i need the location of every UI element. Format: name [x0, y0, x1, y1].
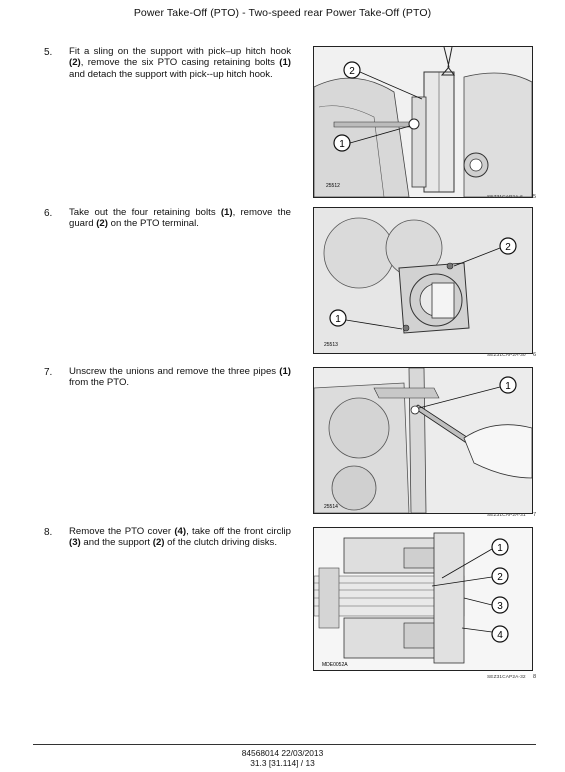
step-7-callout-1: 1: [505, 381, 511, 392]
step-5-text-part: and detach the support with pick--up hitch hook.: [69, 68, 273, 80]
step-8-text-part: of the clutch driving disks.: [164, 537, 277, 549]
step-8-image-label: MDE0052A: [322, 662, 348, 668]
step-6-number: 6.: [44, 208, 53, 219]
step-7-image-label: 25514: [324, 504, 338, 510]
step-5-callout-2: 2: [349, 66, 355, 77]
step-5-text: [69, 46, 291, 80]
step-8-text-part: and the support: [80, 537, 153, 549]
step-6-callout-2: 2: [505, 242, 511, 253]
step-5-callout-1: 1: [339, 139, 345, 150]
step-5-text-part: , remove the six PTO casing retaining bolts: [80, 57, 280, 69]
step-8-figure-number: 8: [533, 674, 537, 680]
step-6-figure-number: 6: [533, 352, 537, 358]
step-6-text: [69, 207, 291, 230]
step-7-figure-ref: SEZ31CAP2A-31: [487, 513, 526, 518]
step-8-text-part: Remove the PTO cover: [69, 526, 175, 537]
step-6-figure: [313, 207, 533, 354]
step-8-callout-4: 4: [497, 630, 503, 641]
step-5-number: 5.: [44, 47, 53, 58]
step-7-ref-1: (1): [279, 366, 291, 377]
step-6-figure-ref: SEZ31CAP2A-30: [487, 353, 526, 358]
step-8-illustration: [314, 528, 532, 670]
step-5-text-part: Fit a sling on the support with pick–up hitch hook: [69, 46, 291, 57]
step-7-illustration: [314, 368, 532, 513]
step-5-ref-1: (1): [279, 57, 291, 69]
step-5-image-label: 25512: [326, 183, 340, 189]
step-7-text: [69, 366, 291, 389]
footer-divider: [33, 744, 536, 745]
step-7-number: 7.: [44, 367, 53, 378]
step-6-text-part: Take out the four retaining bolts: [69, 207, 221, 218]
footer-page-ref: 31.3 [31.114] / 13: [250, 758, 315, 768]
footer-doc-ref: 84568014 22/03/2013: [241, 748, 324, 758]
step-6-text-part: on the PTO terminal.: [107, 218, 199, 230]
step-7-text-part: Unscrew the unions and remove the three pipes: [69, 366, 280, 377]
step-8-callout-1: 1: [497, 543, 503, 554]
step-8-callout-2: 2: [497, 572, 503, 583]
step-8-number: 8.: [44, 527, 53, 538]
step-8-figure: [313, 527, 533, 671]
step-6-ref-1: (1): [220, 207, 233, 218]
step-8-figure-ref: SEZ31CAP2A-32: [487, 675, 526, 680]
step-8-text: [69, 526, 291, 549]
step-7-figure-number: 7: [533, 512, 537, 518]
page-header-title: Power Take-Off (PTO) - Two-speed rear Power Take-Off (PTO): [133, 7, 432, 19]
step-6-illustration: [314, 208, 532, 353]
step-6-callout-1: 1: [335, 314, 341, 325]
step-5-figure-ref: SEZ31CAP2A-6: [487, 195, 523, 200]
step-8-ref-2: (2): [152, 537, 165, 549]
step-6-ref-2: (2): [96, 218, 108, 230]
step-6-text-part: , remove the guard: [69, 207, 292, 230]
step-5-figure-number: 5: [533, 194, 537, 200]
step-5-illustration: [314, 47, 532, 197]
step-6-image-label: 25513: [324, 342, 338, 348]
step-8-ref-3: (3): [69, 537, 81, 549]
step-8-callout-3: 3: [497, 601, 503, 612]
step-5-figure: [313, 46, 533, 198]
step-7-text-part: from the PTO.: [69, 377, 130, 389]
step-5-ref-2: (2): [69, 57, 81, 69]
step-8-ref-4: (4): [174, 526, 187, 537]
step-7-figure: [313, 367, 533, 514]
step-8-text-part: , take off the front circlip: [186, 526, 292, 537]
